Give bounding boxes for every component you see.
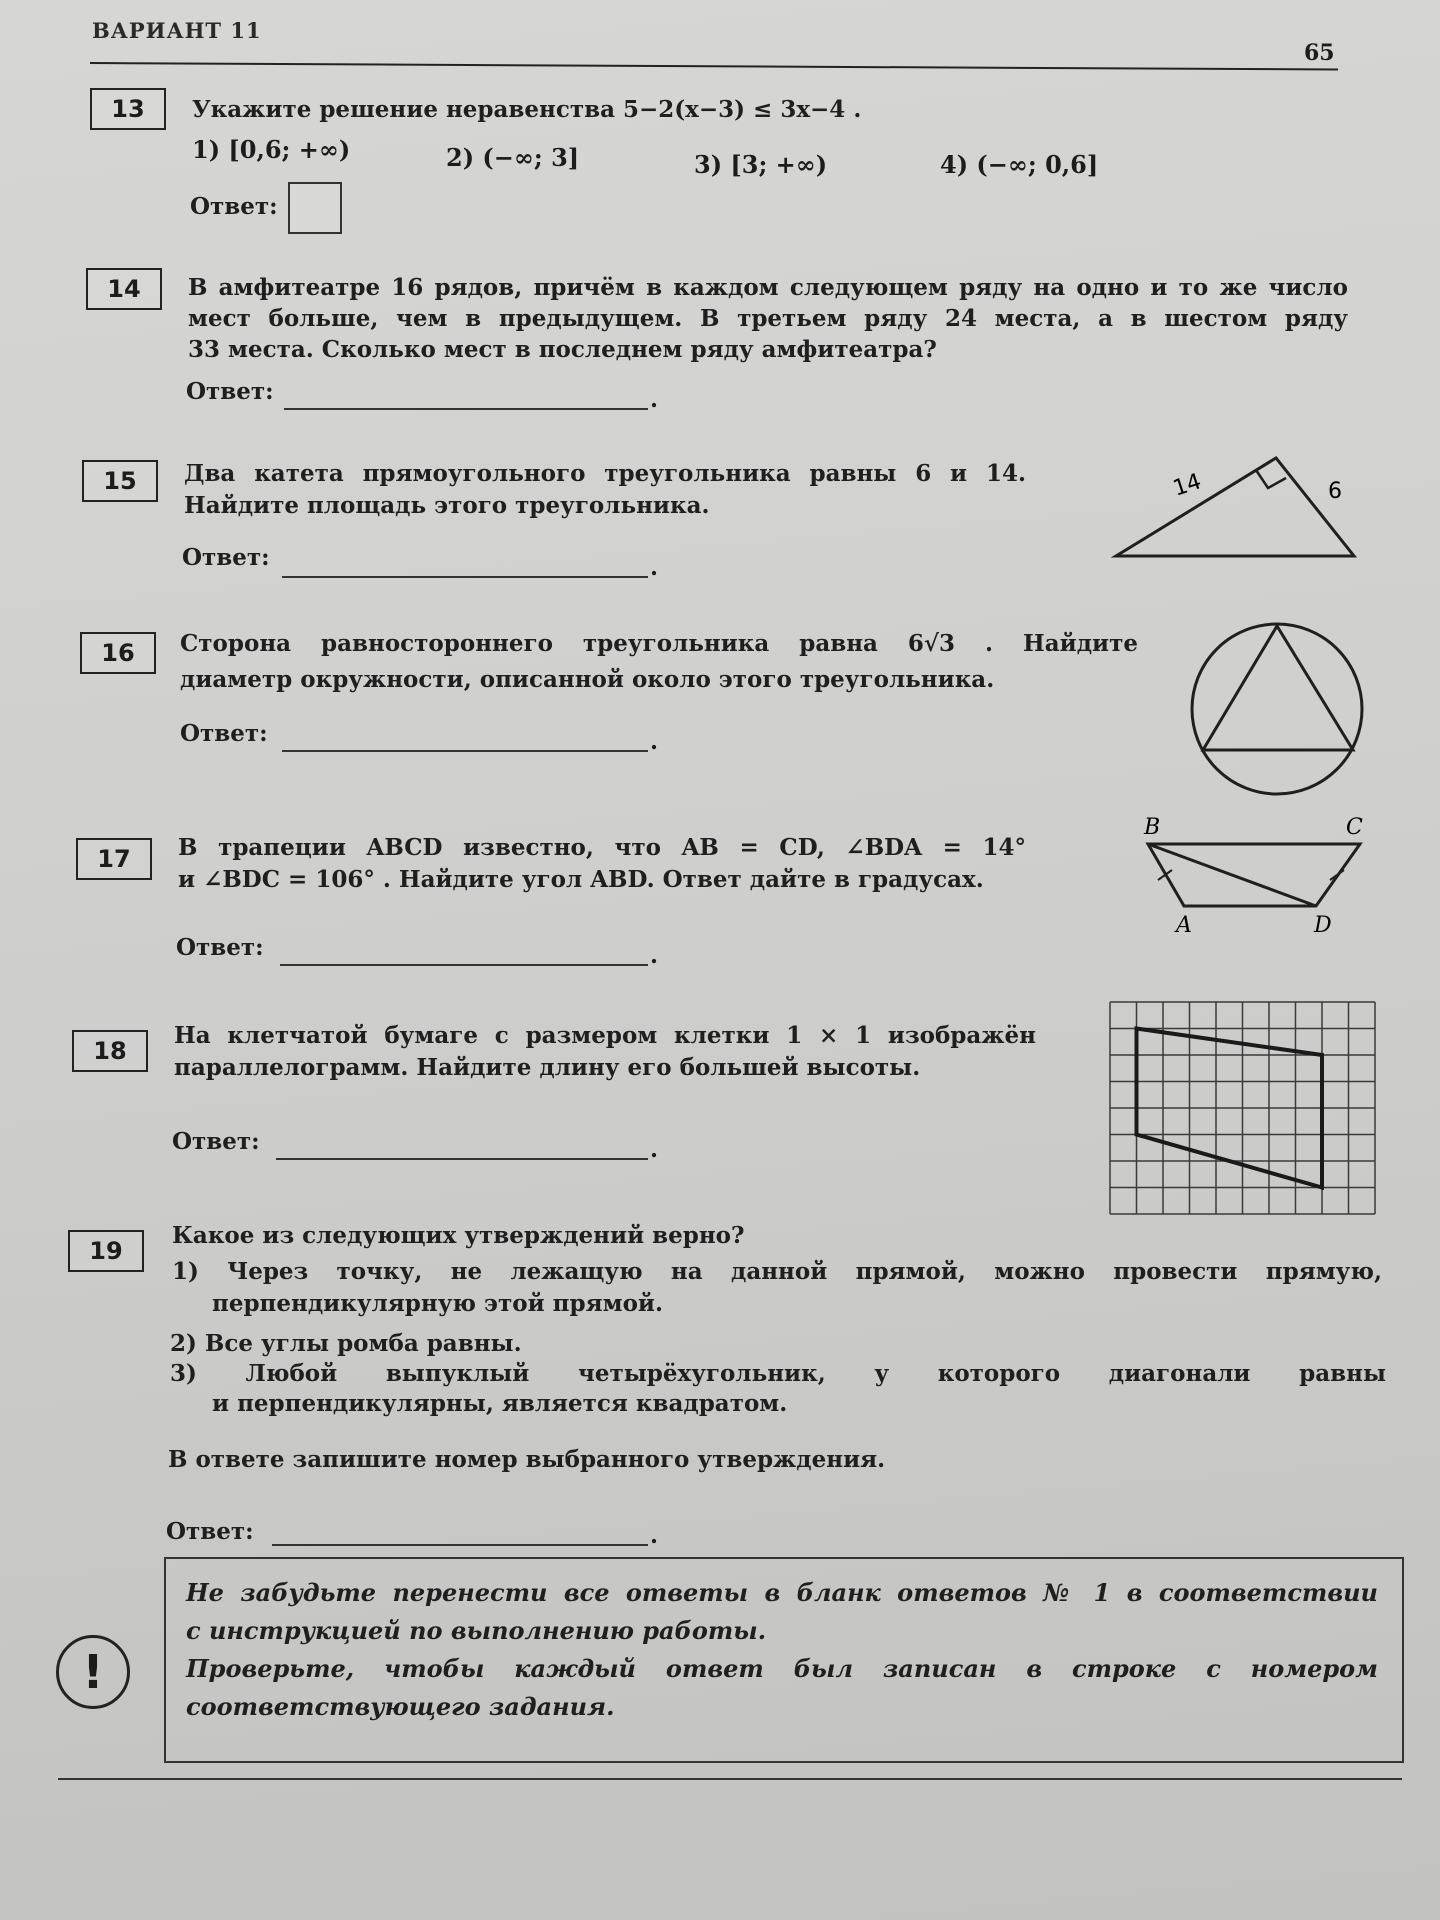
notice-line-4: соответствующего задания. [186,1692,615,1721]
header-divider [90,62,1338,71]
task-16-inscribed-triangle-figure [1188,622,1366,796]
task-15-answer-label: Ответ: [182,544,270,571]
task-16-answer-dot: . [650,728,659,755]
task-19-statement-3-line-1: 3) Любой выпуклый четырёхугольник, у которого диагонали равны [170,1360,1386,1387]
task-19-answer-line[interactable] [272,1544,648,1546]
task-19-number: 19 [68,1230,144,1272]
task-17-line-2: и ∠BDC = 106° . Найдите угол ABD. Ответ дайте в градусах. [178,866,984,893]
task-18-answer-label: Ответ: [172,1128,260,1155]
task-18-answer-line[interactable] [276,1158,648,1160]
task-19-statement-2: 2) Все углы ромба равны. [170,1330,522,1357]
trapezoid-label-d: D [1314,913,1332,938]
task-18-number: 18 [72,1030,148,1072]
notice-text [186,1574,1378,1726]
task-15-answer-dot: . [650,554,659,581]
task-16-answer-line[interactable] [282,750,648,752]
task-13-answer-label: Ответ: [190,193,278,220]
task-16-answer-label: Ответ: [180,720,268,747]
task-16-line-2: диаметр окружности, описанной около этого треугольника. [180,666,995,693]
variant-title: ВАРИАНТ 11 [92,18,262,43]
exclamation-icon: ! [56,1635,130,1709]
task-14-answer-line[interactable] [284,408,648,410]
task-13-option-1[interactable]: 1) [0,6; +∞) [192,135,351,164]
task-13-option-4[interactable]: 4) (−∞; 0,6] [940,150,1099,179]
task-19-statement-1-line-1: 1) Через точку, не лежащую на данной прямой, можно провести прямую, [172,1258,1382,1285]
notice-line-3: Проверьте, чтобы каждый ответ был записан в строке с номером [186,1654,1378,1683]
task-17-line-1: В трапеции ABCD известно, что AB = CD, ∠BDA = 14° [178,834,1026,861]
task-14-number: 14 [86,268,162,310]
task-18-answer-dot: . [650,1136,659,1163]
task-15-line-2: Найдите площадь этого треугольника. [184,492,710,519]
task-19-answer-dot: . [650,1522,659,1549]
task-18-grid-parallelogram-figure [1108,1000,1378,1198]
notice-line-1: Не забудьте перенести все ответы в бланк ответов № 1 в соответствии [186,1578,1378,1607]
task-15-line-1: Два катета прямоугольного треугольника равны 6 и 14. [184,460,1026,487]
task-19-statement-3-line-2: и перпендикулярны, является квадратом. [212,1390,788,1417]
task-17-number: 17 [76,838,152,880]
task-14-answer-label: Ответ: [186,378,274,405]
trapezoid-label-b: B [1144,815,1161,840]
task-13-answer-box[interactable] [288,182,342,234]
task-15-answer-line[interactable] [282,576,648,578]
trapezoid-label-a: A [1176,913,1192,938]
notice-line-2: с инструкцией по выполнению работы. [186,1616,767,1645]
task-15-number: 15 [82,460,158,502]
task-19-statement-1-line-2: перпендикулярную этой прямой. [212,1290,663,1317]
task-17-answer-label: Ответ: [176,934,264,961]
task-15-right-triangle-figure [1110,450,1360,570]
task-19-instruction: В ответе запишите номер выбранного утверждения. [168,1446,886,1473]
task-14-line-2: мест больше, чем в предыдущем. В третьем ряду 24 места, а в шестом ряду [188,305,1348,332]
task-19-question: Какое из следующих утверждений верно? [172,1222,745,1249]
task-13-number: 13 [90,88,166,130]
page-number: 65 [1304,40,1335,66]
trapezoid-label-c: C [1346,815,1363,840]
task-14-line-1: В амфитеатре 16 рядов, причём в каждом следующем ряду на одно и то же число [188,274,1348,301]
task-14-line-3: 33 места. Сколько мест в последнем ряду амфитеатра? [188,336,937,363]
task-13-option-3[interactable]: 3) [3; +∞) [694,150,828,179]
task-17-answer-line[interactable] [280,964,648,966]
task-17-answer-dot: . [650,942,659,969]
bottom-divider [58,1778,1402,1780]
task-18-line-1: На клетчатой бумаге с размером клетки 1 × 1 изображён [174,1022,1036,1049]
triangle-leg-label-14: 14 [1170,469,1205,502]
task-16-number: 16 [80,632,156,674]
triangle-leg-label-6: 6 [1328,479,1342,504]
task-13-text: Укажите решение неравенства 5−2(x−3) ≤ 3x−4 . [192,96,862,123]
task-19-answer-label: Ответ: [166,1518,254,1545]
task-13-option-2[interactable]: 2) (−∞; 3] [446,143,580,172]
task-17-trapezoid-figure [1134,815,1374,940]
task-16-line-1: Сторона равностороннего треугольника равна 6√3 . Найдите [180,630,1138,657]
task-14-answer-dot: . [650,386,659,413]
task-18-line-2: параллелограмм. Найдите длину его большей высоты. [174,1054,921,1081]
